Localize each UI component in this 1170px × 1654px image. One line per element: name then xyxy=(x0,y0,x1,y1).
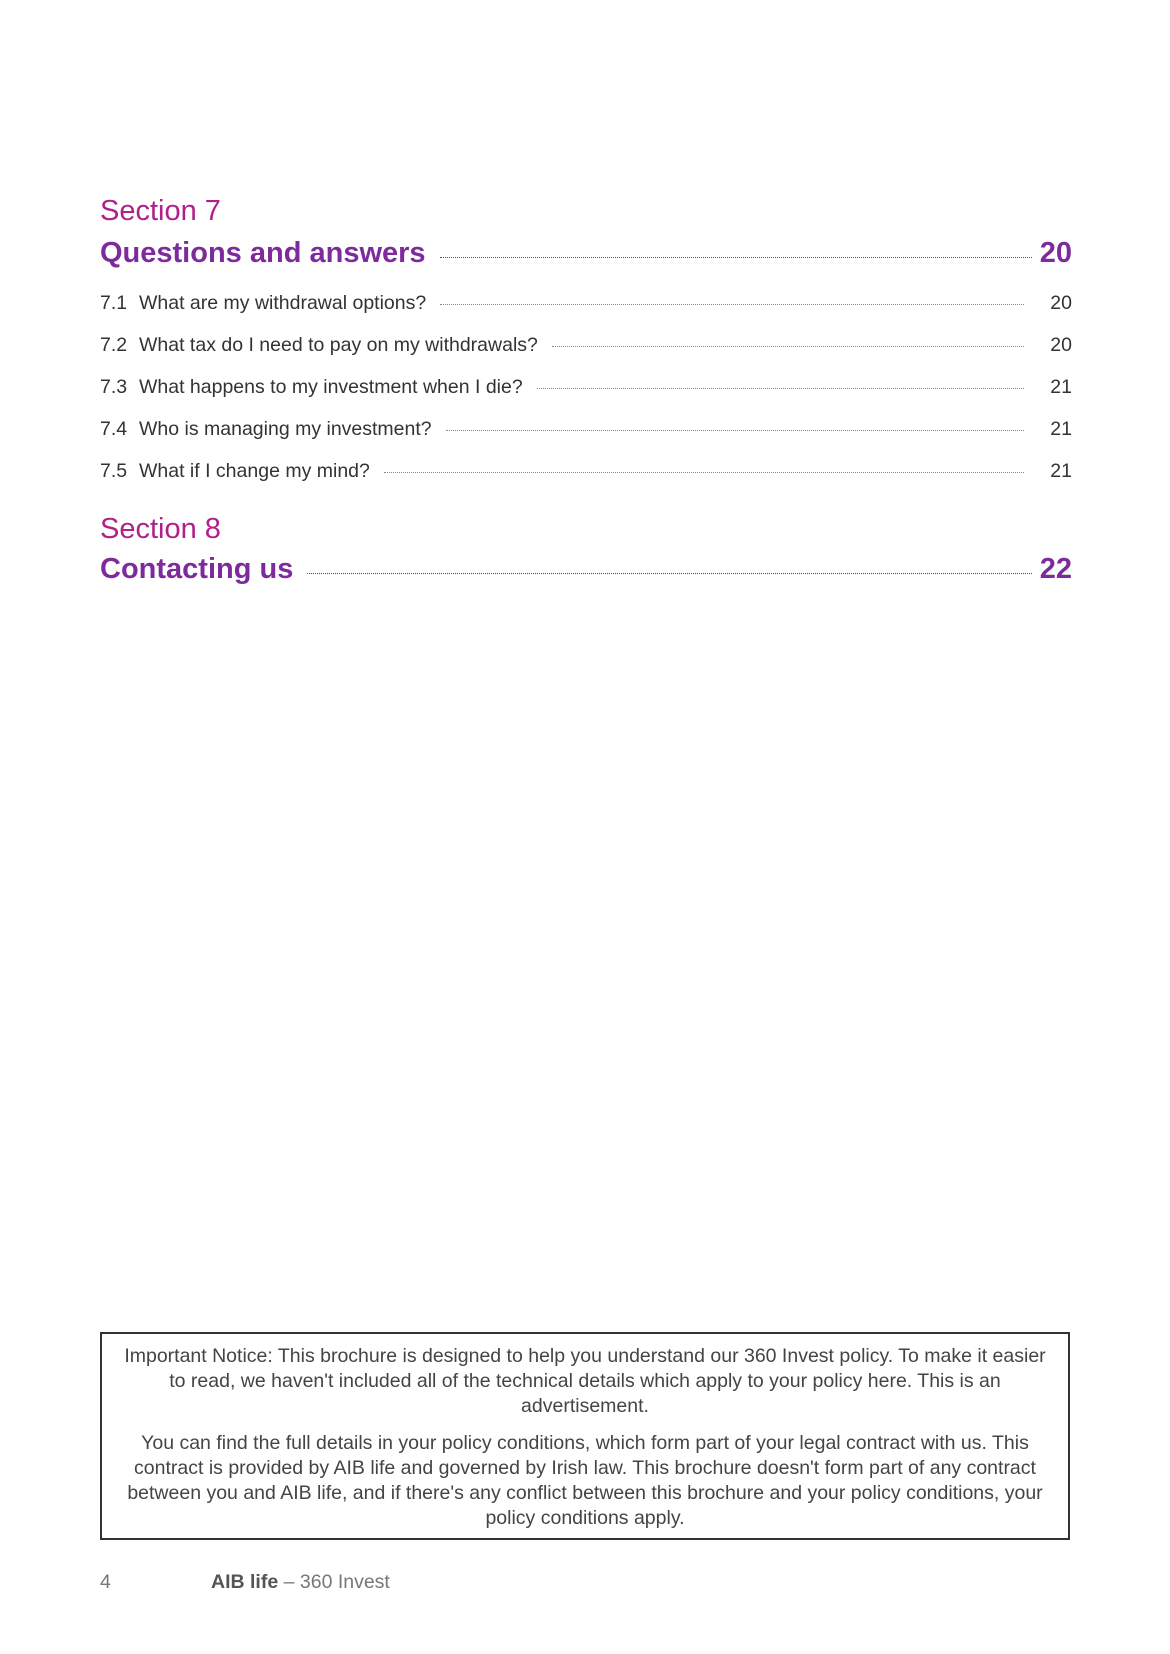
section-title-row[interactable] xyxy=(100,236,1072,270)
footer-brand: AIB life xyxy=(211,1571,279,1593)
section-label: Section 8 xyxy=(100,513,221,545)
footer-separator: – xyxy=(278,1571,300,1593)
entry-title: What tax do I need to pay on my withdrawals? xyxy=(139,334,538,356)
entry-page-number: 21 xyxy=(1050,418,1072,440)
dot-leader xyxy=(440,257,1032,258)
entry-number: 7.5 xyxy=(100,460,128,482)
entry-title: Who is managing my investment? xyxy=(139,418,432,440)
toc-entry-7-5[interactable] xyxy=(100,459,1072,483)
notice-paragraph: Important Notice: This brochure is designed to help you understand our 360 Invest policy. To make it easier to read, we haven't included all of the technical details which apply to your policy here. This is an advertisement. xyxy=(124,1345,1046,1417)
entry-title: What are my withdrawal options? xyxy=(139,292,427,314)
entry-number: 7.4 xyxy=(100,418,128,440)
important-notice-box xyxy=(100,1332,1070,1540)
entry-page-number: 20 xyxy=(1050,292,1072,314)
entry-page-number: 21 xyxy=(1050,460,1072,482)
section-7 xyxy=(100,194,1072,483)
entry-title: What happens to my investment when I die? xyxy=(139,376,523,398)
dot-leader xyxy=(440,304,1024,305)
toc-entry-7-2[interactable] xyxy=(100,333,1072,357)
section-title: Questions and answers xyxy=(100,237,426,269)
entry-number: 7.1 xyxy=(100,292,128,314)
toc-entry-7-3[interactable] xyxy=(100,375,1072,399)
dot-leader xyxy=(537,388,1024,389)
entry-page-number: 21 xyxy=(1050,376,1072,398)
dot-leader xyxy=(446,430,1024,431)
entry-title: What if I change my mind? xyxy=(139,460,370,482)
section-title: Contacting us xyxy=(100,553,294,585)
section-label: Section 7 xyxy=(100,195,221,227)
section-page-number: 20 xyxy=(1039,237,1072,269)
entry-page-number: 20 xyxy=(1050,334,1072,356)
toc-entry-7-4[interactable] xyxy=(100,417,1072,441)
footer-page-number: 4 xyxy=(100,1571,111,1593)
dot-leader xyxy=(307,573,1031,574)
section-8 xyxy=(100,512,1072,586)
section-title-row[interactable] xyxy=(100,552,1072,586)
page-footer xyxy=(100,1570,390,1594)
entry-number: 7.3 xyxy=(100,376,128,398)
footer-product: 360 Invest xyxy=(299,1571,390,1593)
notice-paragraph: You can find the full details in your policy conditions, which form part of your legal contract with us. This contract is provided by AIB life and governed by Irish law. This brochure doesn't form part of any contract between you and AIB life, and if there's any conflict between this brochure and your policy conditions, your policy conditions apply. xyxy=(127,1432,1043,1529)
toc-entry-7-1[interactable] xyxy=(100,291,1072,315)
entry-number: 7.2 xyxy=(100,334,128,356)
dot-leader xyxy=(552,346,1024,347)
section-page-number: 22 xyxy=(1039,553,1072,585)
dot-leader xyxy=(384,472,1024,473)
